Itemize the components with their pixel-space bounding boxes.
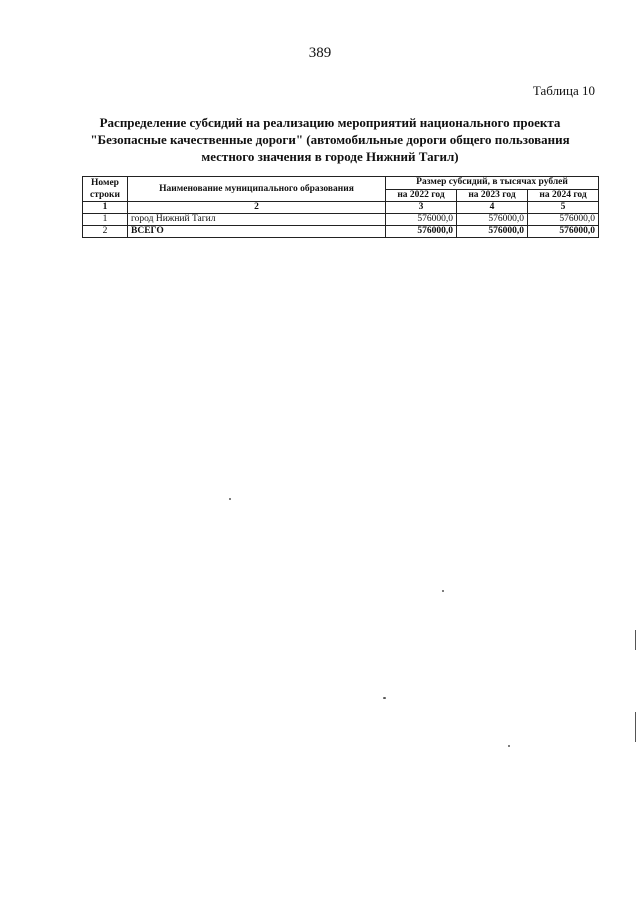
value-2022: 576000,0 bbox=[386, 214, 457, 226]
row-number: 1 bbox=[83, 214, 128, 226]
column-index: 4 bbox=[457, 202, 528, 214]
document-title bbox=[60, 114, 600, 165]
table-row bbox=[83, 214, 599, 226]
value-2023: 576000,0 bbox=[457, 214, 528, 226]
table-row-total bbox=[83, 226, 599, 238]
header-year-2023: на 2023 год bbox=[457, 189, 528, 202]
header-municipality: Наименование муниципального образования bbox=[128, 177, 386, 202]
title-line: Распределение субсидий на реализацию мероприятий национального проекта bbox=[99, 115, 561, 130]
column-index-row bbox=[83, 202, 599, 214]
title-line: "Безопасные качественные дороги" (автомобильные дороги общего пользования bbox=[90, 132, 570, 147]
scan-speck bbox=[508, 745, 510, 747]
scan-speck bbox=[442, 590, 444, 592]
column-index: 1 bbox=[83, 202, 128, 214]
scan-speck bbox=[635, 712, 636, 742]
subsidy-table bbox=[82, 176, 599, 238]
scan-speck bbox=[229, 498, 231, 500]
value-2023: 576000,0 bbox=[457, 226, 528, 238]
value-2024: 576000,0 bbox=[528, 214, 599, 226]
column-index: 2 bbox=[128, 202, 386, 214]
table-label: Таблица 10 bbox=[532, 83, 595, 98]
title-line: местного значения в городе Нижний Тагил) bbox=[201, 149, 459, 164]
scan-speck bbox=[635, 630, 636, 650]
municipality-name: город Нижний Тагил bbox=[128, 214, 386, 226]
header-year-2024: на 2024 год bbox=[528, 189, 599, 202]
column-index: 3 bbox=[386, 202, 457, 214]
municipality-name: ВСЕГО bbox=[128, 226, 386, 238]
value-2022: 576000,0 bbox=[386, 226, 457, 238]
column-index: 5 bbox=[528, 202, 599, 214]
value-2024: 576000,0 bbox=[528, 226, 599, 238]
header-subsidy-size: Размер субсидий, в тысячах рублей bbox=[386, 177, 599, 190]
page-number: 389 bbox=[308, 45, 332, 61]
row-number: 2 bbox=[83, 226, 128, 238]
header-row-number: Номер строки bbox=[83, 177, 128, 202]
header-year-2022: на 2022 год bbox=[386, 189, 457, 202]
scan-speck bbox=[383, 697, 386, 699]
